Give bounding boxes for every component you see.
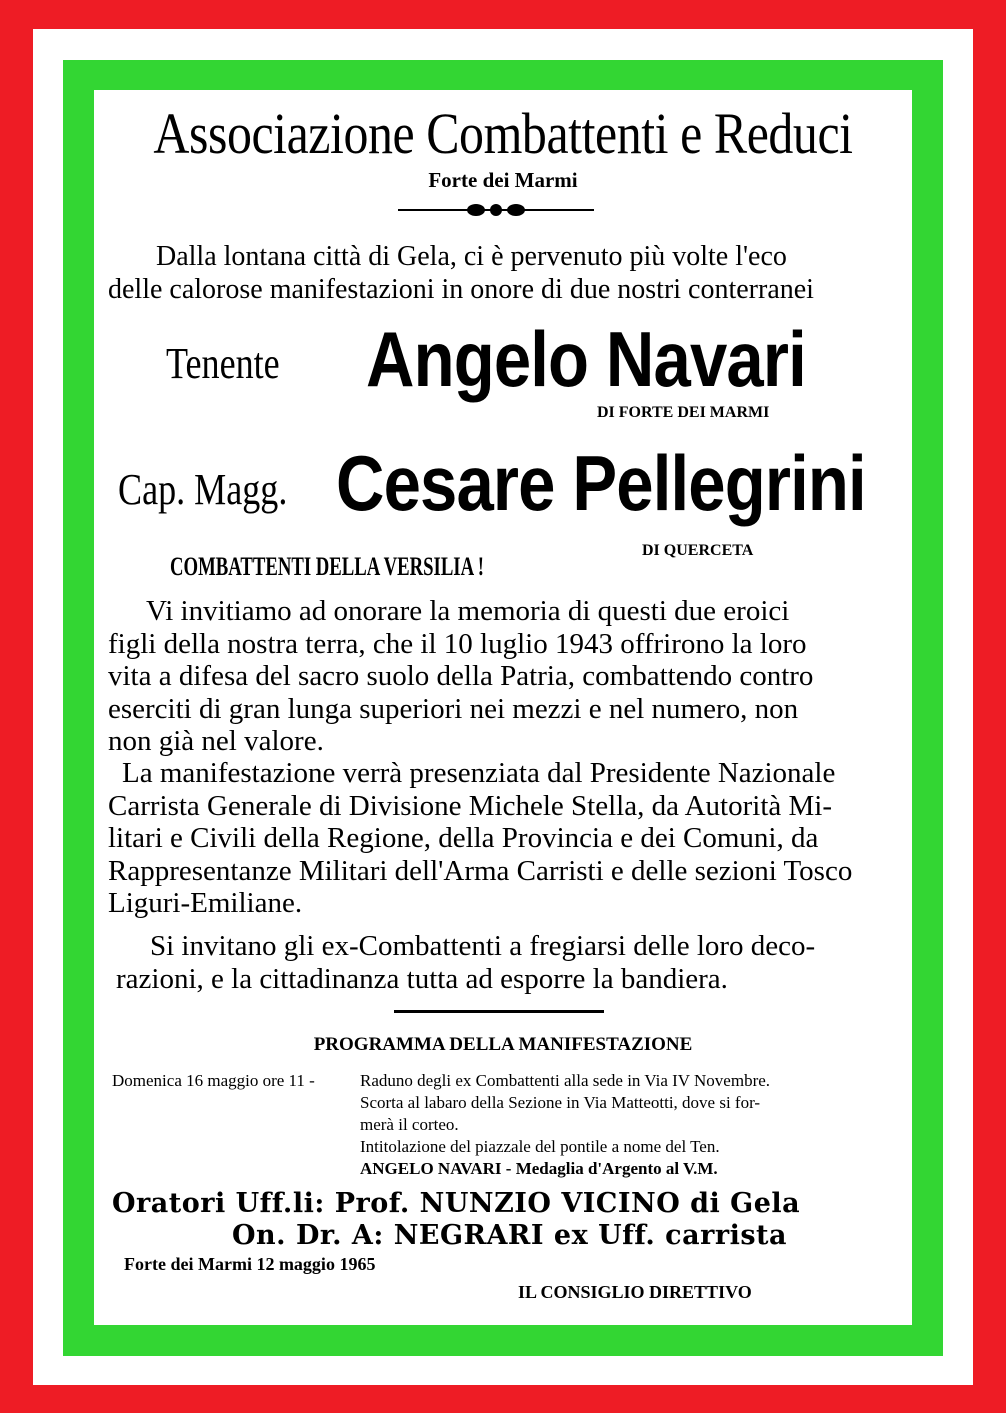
program-item: Intitolazione del piazzale del pontile a nome del Ten. [360, 1137, 720, 1156]
ornament-divider-icon [398, 200, 594, 220]
program-item: merà il corteo. [360, 1115, 459, 1134]
section-divider [394, 1010, 604, 1013]
program-item: Raduno degli ex Combattenti alla sede in Via IV Novembre. [360, 1071, 771, 1090]
honoree-1-rank: Tenente [166, 339, 280, 388]
honoree-2-name: Cesare Pellegrini [336, 439, 866, 527]
body-line: La manifestazione verrà presenziata dal Presidente Nazionale [122, 757, 836, 789]
body-line: Carrista Generale di Divisione Michele Stella, da Autorità Mi- [108, 789, 832, 822]
intro-paragraph [108, 240, 908, 306]
program-item: ANGELO NAVARI - Medaglia d'Argento al V.M. [360, 1159, 718, 1178]
poster-title: Associazione Combattenti e Reduci [153, 101, 853, 166]
intro-line: delle calorose manifestazioni in onore di due nostri conterranei [108, 274, 814, 305]
poster-sheet [94, 90, 912, 1325]
body-line: Si invitano gli ex-Combattenti a fregiarsi delle loro deco- [150, 930, 816, 962]
body-line: Vi invitiamo ad onorare la memoria di questi due eroici [146, 595, 790, 627]
body-paragraph-2 [108, 757, 908, 920]
program-item: Scorta al labaro della Sezione in Via Matteotti, dove si for- [360, 1093, 761, 1112]
body-line: eserciti di gran lunga superiori nei mezzi e nel numero, non [108, 692, 799, 725]
exclamation-heading: COMBATTENTI DELLA VERSILIA ! [170, 552, 484, 581]
body-line: non già nel valore. [108, 725, 324, 757]
program-when: Domenica 16 maggio ore 11 - [112, 1071, 315, 1090]
body-line: figli della nostra terra, che il 10 luglio 1943 offrirono la loro [108, 627, 807, 660]
intro-line: Dalla lontana città di Gela, ci è pervenuto più volte l'eco [156, 241, 787, 272]
body-line: razioni, e la cittadinanza tutta ad esporre la bandiera. [116, 962, 728, 995]
place-date: Forte dei Marmi 12 maggio 1965 [124, 1254, 376, 1274]
body-line: litari e Civili della Regione, della Provincia e dei Comuni, da [108, 822, 819, 854]
body-paragraph-3 [108, 930, 908, 995]
body-paragraph-1 [108, 595, 908, 758]
orators-line-1: Oratori Uff.li: Prof. NUNZIO VICINO di Gela [112, 1188, 801, 1219]
body-line: vita a difesa del sacro suolo della Patria, combattendo contro [108, 660, 814, 692]
orators-line-2: On. Dr. A: NEGRARI ex Uff. carrista [232, 1220, 787, 1251]
program-title: PROGRAMMA DELLA MANIFESTAZIONE [313, 1034, 693, 1055]
signature: IL CONSIGLIO DIRETTIVO [518, 1282, 752, 1302]
body-line: Rappresentanze Militari dell'Arma Carristi e delle sezioni Tosco [108, 854, 853, 887]
body-line: Liguri-Emiliane. [108, 887, 303, 919]
honoree-1-origin: DI FORTE DEI MARMI [597, 404, 770, 421]
honoree-2-origin: DI QUERCETA [642, 542, 754, 559]
honoree-2-rank: Cap. Magg. [118, 465, 288, 514]
honoree-1-name: Angelo Navari [366, 315, 806, 403]
poster-subtitle: Forte dei Marmi [428, 168, 578, 192]
